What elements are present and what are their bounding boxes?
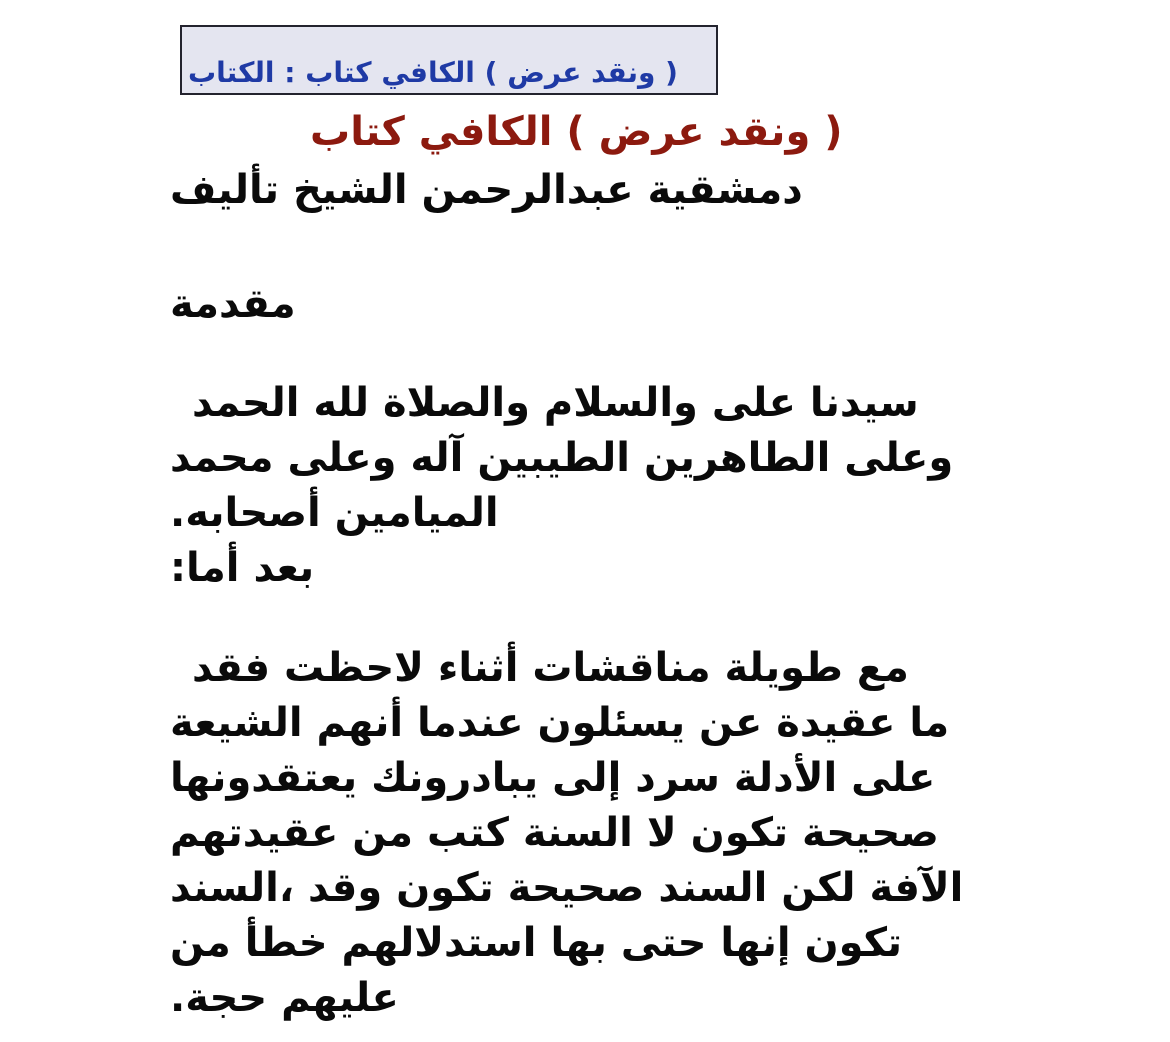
text-line	[170, 376, 950, 431]
section-heading-muqaddima	[170, 276, 950, 332]
text-line	[170, 751, 950, 806]
word: بعد	[253, 545, 315, 591]
text-line	[170, 861, 964, 916]
word: الحمد	[192, 380, 300, 426]
word: أنهم	[316, 700, 404, 746]
word: الكافي	[381, 56, 475, 89]
word: سرد	[635, 755, 720, 801]
word: تكون	[396, 865, 494, 911]
book-title-banner-text	[188, 56, 678, 89]
word: لا	[646, 810, 677, 856]
text-line	[170, 486, 950, 541]
word: الطيبين	[477, 435, 630, 481]
word: كتب	[426, 810, 509, 856]
word: .حجة	[170, 975, 268, 1021]
word: الشيعة	[170, 700, 303, 746]
word: تكون	[690, 810, 789, 856]
word: يسئلون	[537, 700, 686, 746]
word: الأدلة	[733, 755, 838, 801]
word: عرض	[507, 56, 582, 89]
text-line	[170, 916, 950, 971]
word: الكافي	[418, 109, 553, 155]
word: لكن	[781, 865, 856, 911]
word: على	[711, 380, 796, 426]
word: لله	[313, 380, 370, 426]
word: سيدنا	[809, 380, 919, 426]
text-line	[170, 696, 950, 751]
word: :	[284, 56, 296, 89]
word: يعتقدونها	[170, 755, 358, 801]
word: عقيدة	[776, 700, 896, 746]
word: حتى	[620, 920, 707, 966]
word: السند،	[170, 865, 295, 911]
text-line	[170, 541, 950, 596]
author-byline	[170, 162, 950, 218]
word: .أصحابه	[170, 490, 321, 536]
word: (	[484, 56, 498, 89]
text-line	[170, 641, 950, 696]
word: السنة	[522, 810, 633, 856]
word: صحيحة	[507, 865, 645, 911]
word: عقيدتهم	[170, 810, 339, 856]
word: عرض	[598, 109, 705, 155]
word: عبدالرحمن	[421, 167, 634, 213]
paragraph	[170, 376, 954, 596]
word: :أما	[170, 545, 240, 591]
word: صحيحة	[802, 810, 939, 856]
word: محمد	[170, 435, 274, 481]
word: على	[851, 755, 936, 801]
text-line	[170, 971, 950, 1026]
text-line	[170, 806, 950, 861]
word: من	[170, 920, 231, 966]
word: مناقشات	[532, 645, 711, 691]
word: وعلى	[844, 435, 954, 481]
paragraph	[170, 641, 964, 1026]
word: ونقد	[718, 109, 811, 155]
word: وعلى	[287, 435, 397, 481]
word: عندما	[417, 700, 524, 746]
word: عن	[699, 700, 763, 746]
word: وقد	[308, 865, 383, 911]
word: آله	[410, 435, 464, 481]
word: الكتاب	[188, 56, 275, 89]
word: لاحظت	[284, 645, 424, 691]
word: مع	[856, 645, 909, 691]
text-line	[170, 431, 954, 486]
book-title-banner	[180, 25, 718, 95]
word: فقد	[192, 645, 271, 691]
word: الميامين	[334, 490, 499, 536]
word: كتاب	[310, 109, 405, 155]
word: الآفة	[869, 865, 964, 911]
word: الطاهرين	[643, 435, 831, 481]
word: إلى	[552, 755, 622, 801]
word: يبادرونك	[371, 755, 539, 801]
word: (	[566, 109, 585, 155]
word: )	[824, 109, 843, 155]
page-title	[170, 104, 950, 160]
word: خطأ	[244, 920, 328, 966]
body-paragraphs	[170, 376, 964, 1026]
word: أثناء	[437, 645, 519, 691]
word: استدلالهم	[341, 920, 537, 966]
word: مقدمة	[170, 281, 296, 327]
word: إنها	[720, 920, 791, 966]
word: طويلة	[724, 645, 843, 691]
word: دمشقية	[647, 167, 803, 213]
word: ونقد	[591, 56, 656, 89]
word: الشيخ	[292, 167, 408, 213]
word: السند	[658, 865, 768, 911]
word: تكون	[804, 920, 902, 966]
word: من	[352, 810, 414, 856]
word: عليهم	[281, 975, 399, 1021]
word: كتاب	[305, 56, 372, 89]
word: والصلاة	[382, 380, 530, 426]
word: بها	[550, 920, 607, 966]
word: ما	[909, 700, 950, 746]
word: والسلام	[543, 380, 698, 426]
word: )	[665, 56, 678, 89]
word: تأليف	[170, 167, 280, 213]
